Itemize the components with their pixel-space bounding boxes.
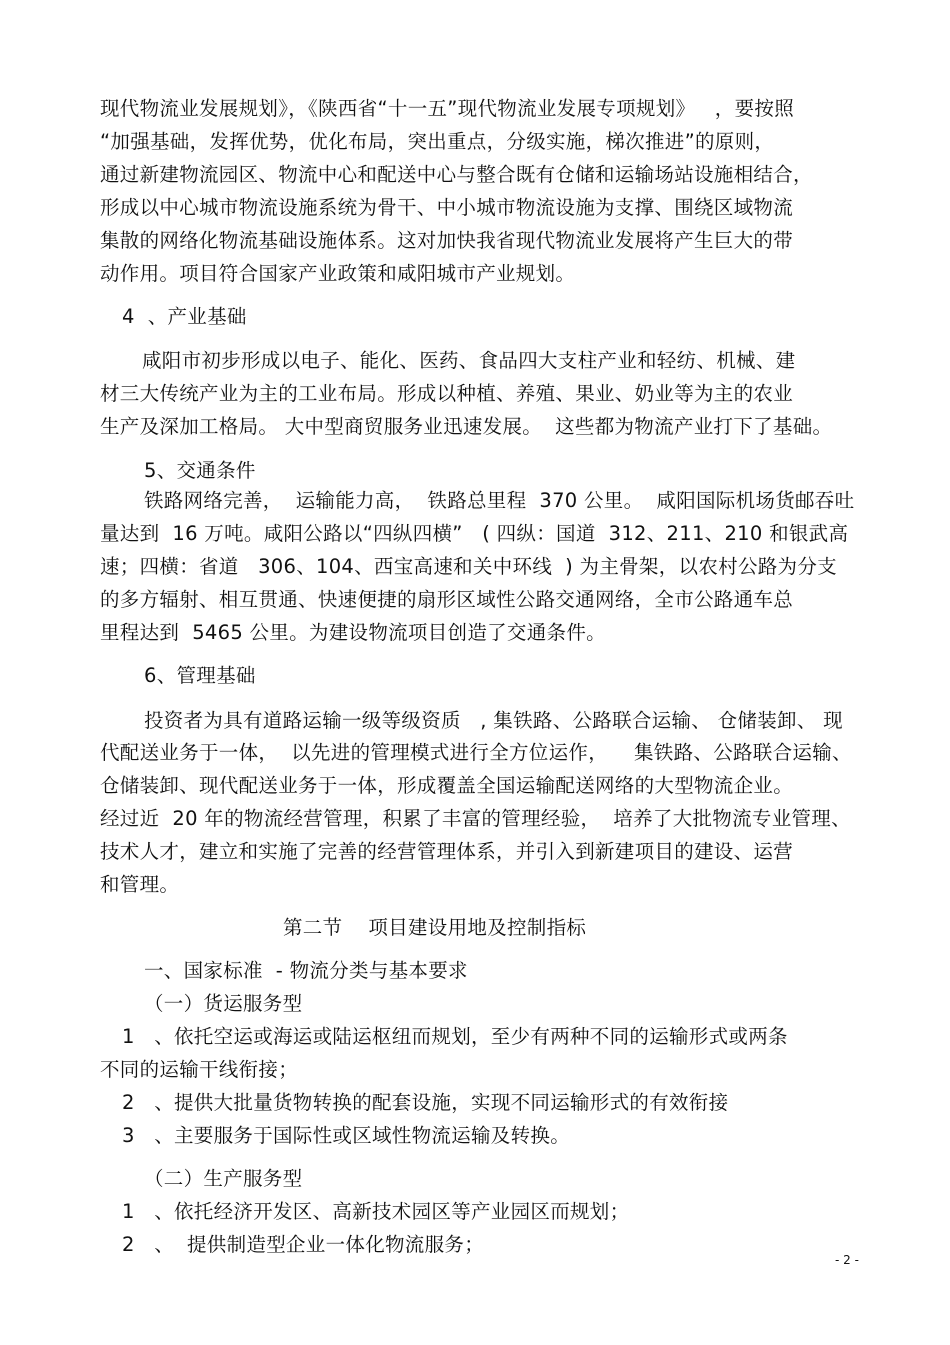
text-line: 代配送业务于一体， 以先进的管理模式进行全方位运作， 集铁路、公路联合运输、 (100, 741, 852, 764)
text-line: 的多方辐射、相互贯通、快速便捷的扇形区域性公路交通网络，全市公路通车总 (100, 588, 794, 611)
text-line: 量达到 16 万吨。咸阳公路以“四纵四横” ( 四纵：国道 312、211、210 和银武高 (100, 522, 849, 545)
text-line: 不同的运输干线衔接； (100, 1058, 299, 1081)
text-line: “加强基础，发挥优势，优化布局，突出重点，分级实施，梯次推进”的原则， (100, 130, 775, 153)
list-item: 2 、 提供制造型企业一体化物流服务； (122, 1233, 484, 1256)
text-line: 动作用。项目符合国家产业政策和咸阳城市产业规划。 (100, 262, 576, 285)
text-line: 材三大传统产业为主的工业布局。形成以种植、养殖、果业、奶业等为主的农业 (100, 382, 794, 405)
text-line: 现代物流业发展规划》，《陕西省“十一五”现代物流业发展专项规划》 ，要按照 (100, 97, 795, 120)
section-title: 第二节 项目建设用地及控制指标 (283, 916, 587, 939)
text-line: 经过近 20 年的物流经营管理，积累了丰富的管理经验， 培养了大批物流专业管理、 (100, 807, 851, 830)
text-line: 和管理。 (100, 873, 180, 896)
section-heading: 5、交通条件 (144, 459, 256, 482)
text-line: 速；四横：省道 306、104、西宝高速和关中环线 ) 为主骨架，以农村公路为分支 (100, 555, 837, 578)
text-line: 投资者为具有道路运输一级等级资质 , 集铁路、公路联合运输、 仓储装卸、 现 (144, 709, 843, 732)
list-item: 3 、主要服务于国际性或区域性物流运输及转换。 (122, 1124, 571, 1147)
section-heading: 4 、产业基础 (122, 305, 247, 328)
text-line: 通过新建物流园区、物流中心和配送中心与整合既有仓储和运输场站设施相结合， (100, 163, 813, 186)
subsection-heading: （二）生产服务型 (144, 1167, 303, 1190)
text-line: 铁路网络完善， 运输能力高， 铁路总里程 370 公里。 咸阳国际机场货邮吞吐 (144, 489, 855, 512)
text-line: 仓储装卸、现代配送业务于一体，形成覆盖全国运输配送网络的大型物流企业。 (100, 774, 794, 797)
text-line: 咸阳市初步形成以电子、能化、医药、食品四大支柱产业和轻纺、机械、建 (142, 349, 796, 372)
list-item: 2 、提供大批量货物转换的配套设施，实现不同运输形式的有效衔接 (122, 1091, 729, 1114)
text-line: 形成以中心城市物流设施系统为骨干、中小城市物流设施为支撑、围绕区域物流 (100, 196, 794, 219)
page-number: - 2 - (835, 1253, 859, 1267)
text-line: 生产及深加工格局。 大中型商贸服务业迅速发展。 这些都为物流产业打下了基础。 (100, 415, 833, 438)
text-line: 集散的网络化物流基础设施体系。这对加快我省现代物流业发展将产生巨大的带 (100, 229, 794, 252)
list-item: 1 、依托经济开发区、高新技术园区等产业园区而规划； (122, 1200, 630, 1223)
subsection-heading: 一、国家标准 - 物流分类与基本要求 (144, 959, 468, 982)
text-line: 技术人才，建立和实施了完善的经营管理体系，并引入到新建项目的建设、运营 (100, 840, 794, 863)
text-line: 里程达到 5465 公里。为建设物流项目创造了交通条件。 (100, 621, 606, 644)
section-heading: 6、管理基础 (144, 664, 256, 687)
subsection-heading: （一）货运服务型 (144, 992, 303, 1015)
list-item: 1 、依托空运或海运或陆运枢纽而规划，至少有两种不同的运输形式或两条 (122, 1025, 788, 1048)
